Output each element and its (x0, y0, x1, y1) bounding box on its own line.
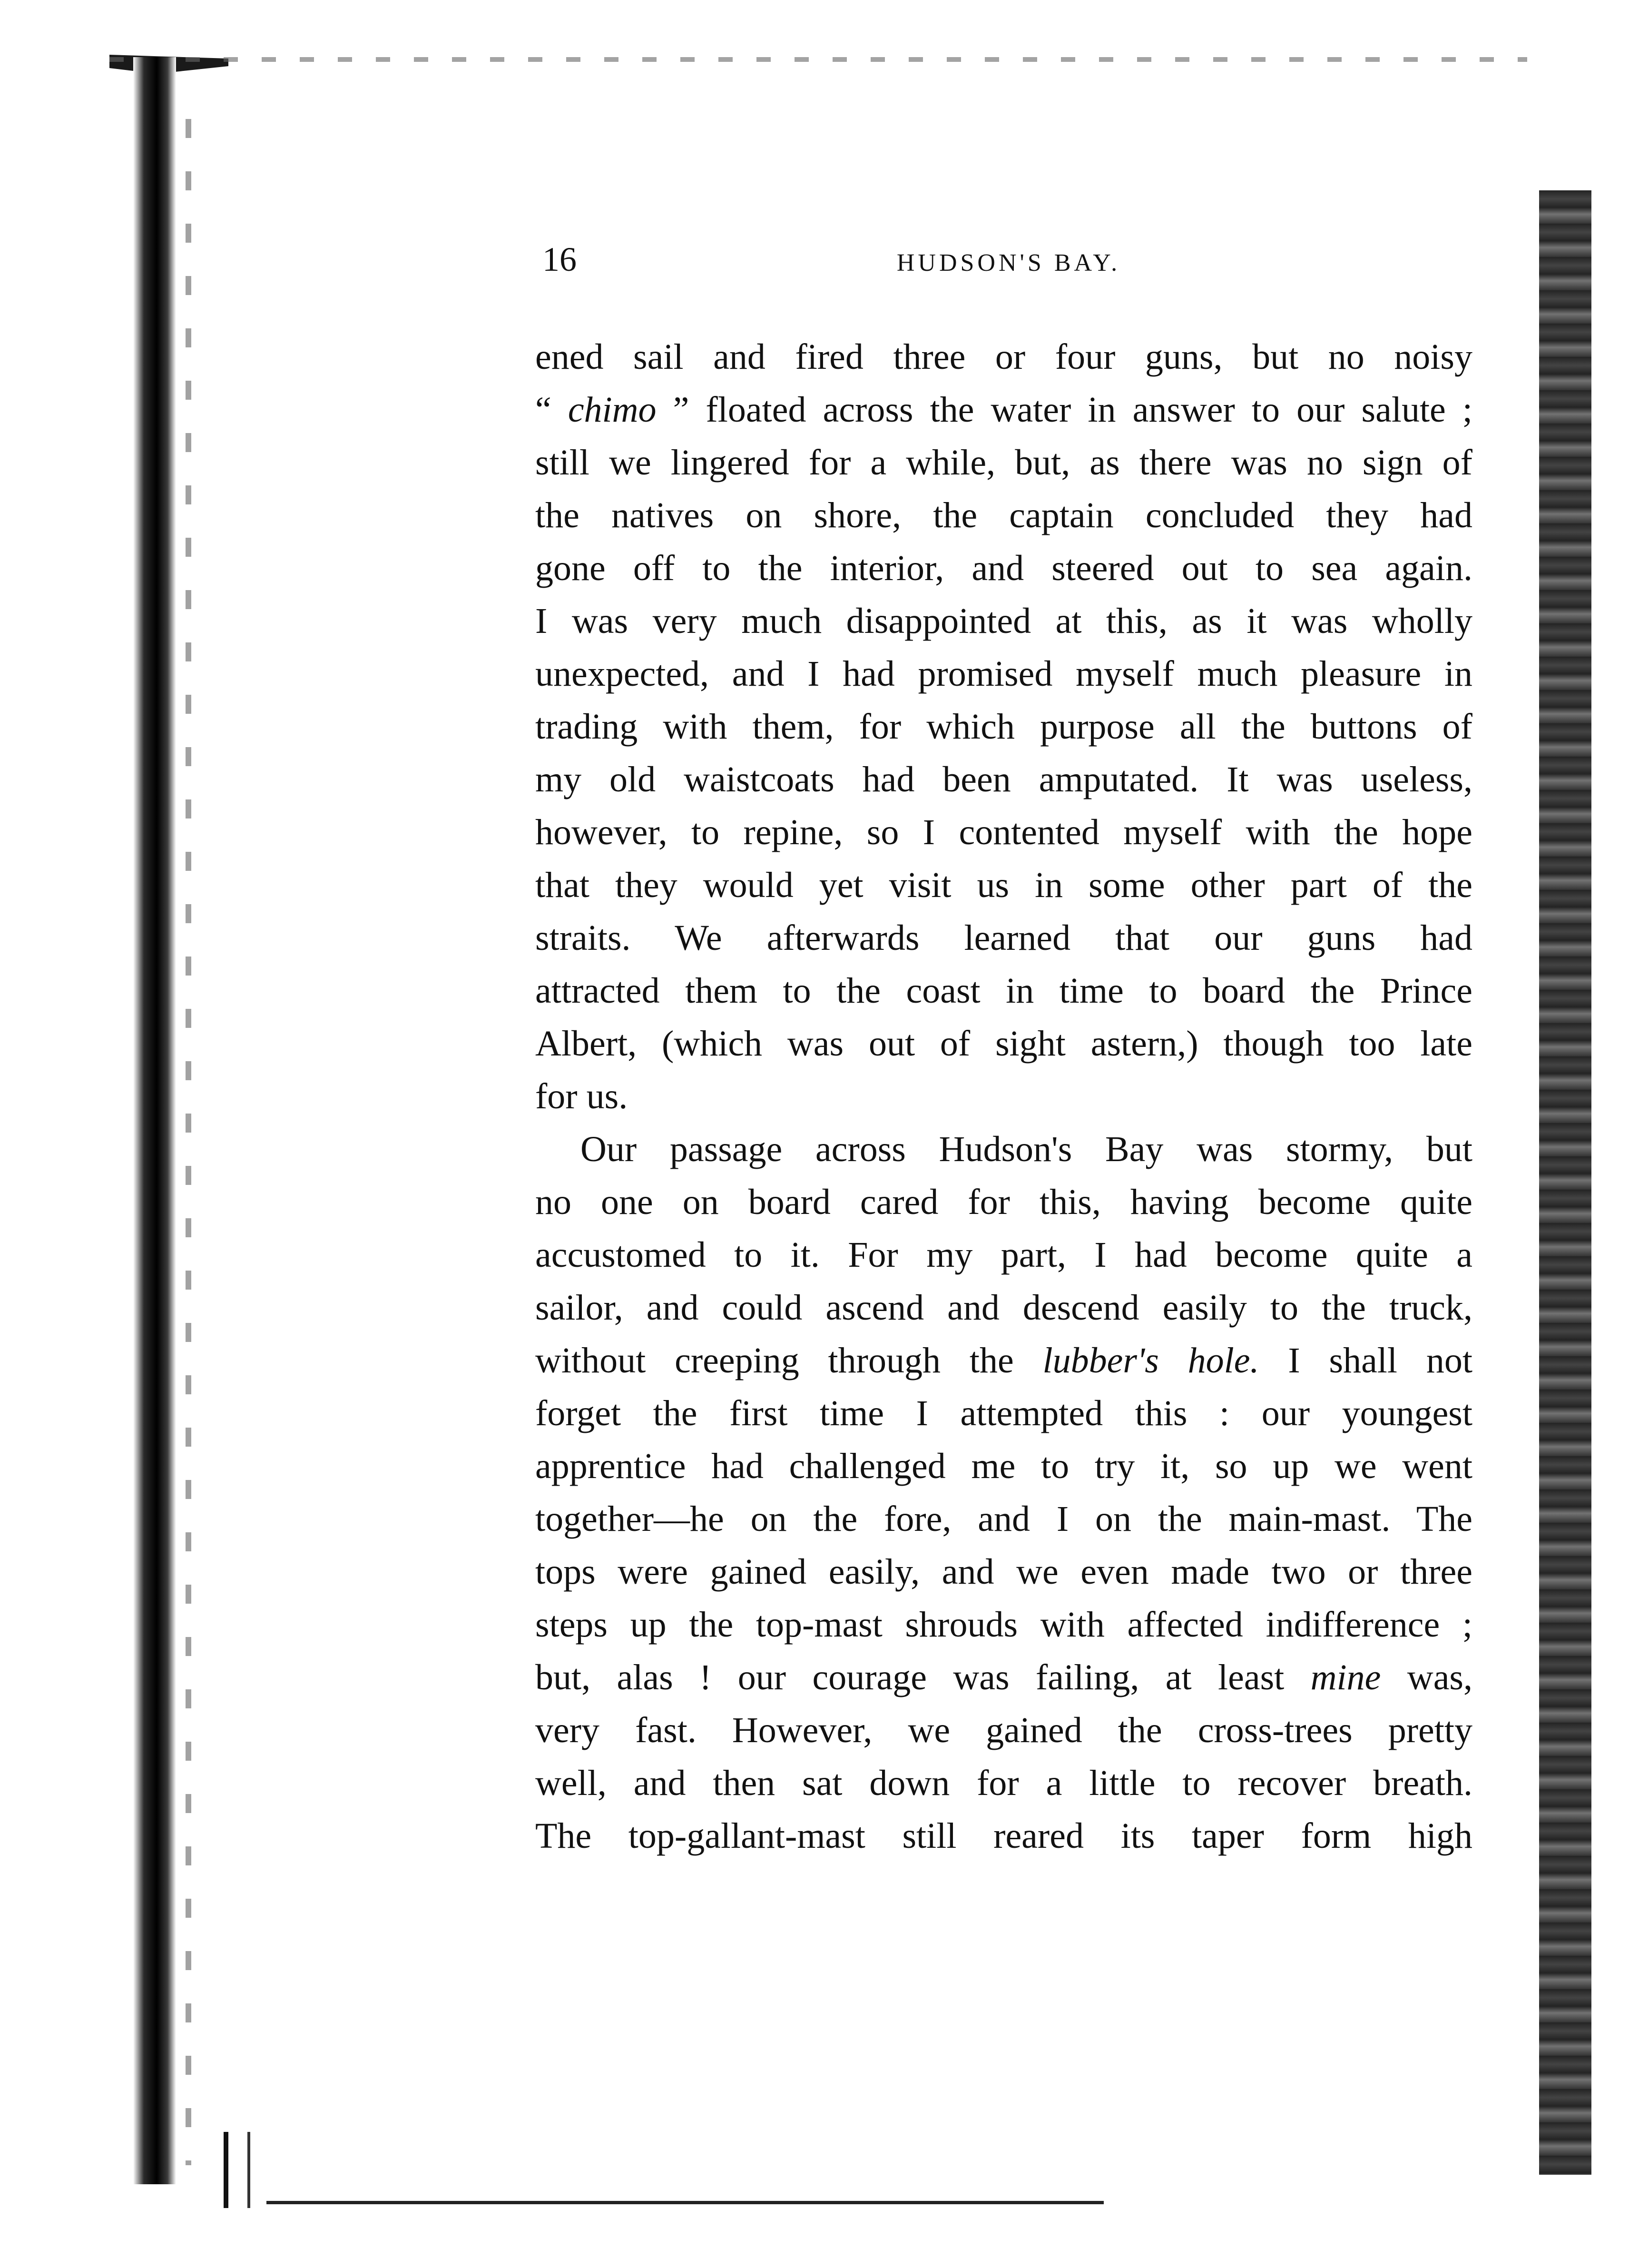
text-line (535, 1546, 1472, 1598)
binding-shadow-left (133, 57, 176, 2184)
text-run: Albert, (which was out of sight astern,) though too late (535, 1024, 1472, 1064)
italic-text: chimo (568, 390, 657, 430)
scan-top-edge (109, 57, 1527, 62)
text-line (535, 1387, 1472, 1440)
text-run: no one on board cared for this, having become quite (535, 1182, 1472, 1222)
text-line (535, 595, 1472, 648)
text-run: Our passage across Hudson's Bay was stormy, but (580, 1129, 1472, 1169)
page-header (542, 240, 1475, 278)
text-line (535, 489, 1472, 542)
text-line (535, 806, 1472, 859)
text-run: accustomed to it. For my part, I had become quite a (535, 1235, 1472, 1275)
text-line (535, 1123, 1472, 1176)
text-run: straits. We afterwards learned that our guns had (535, 918, 1472, 958)
text-line (535, 1757, 1472, 1810)
text-line (535, 542, 1472, 595)
text-run: ened sail and fired three or four guns, but no noisy (535, 337, 1472, 377)
text-run: “ (535, 390, 568, 430)
text-run: however, to repine, so I contented myself with the hope (535, 812, 1472, 852)
page-number: 16 (542, 240, 577, 278)
text-line (535, 859, 1472, 912)
scan-bottom-edge (266, 2201, 1104, 2204)
running-head: HUDSON'S BAY. (896, 249, 1121, 276)
text-run: my old waistcoats had been amputated. It was useless, (535, 759, 1472, 799)
text-line (535, 1176, 1472, 1229)
text-run: the natives on shore, the captain concluded they had (535, 495, 1472, 535)
text-run: well, and then sat down for a little to recover breath. (535, 1763, 1472, 1803)
text-line (535, 331, 1472, 384)
text-line (535, 753, 1472, 806)
text-run: but, alas ! our courage was failing, at least (535, 1657, 1311, 1697)
text-line (535, 1282, 1472, 1334)
page-edge-right (1539, 190, 1591, 2175)
text-run: for us. (535, 1076, 628, 1116)
text-run: The top-gallant-mast still reared its taper form high (535, 1816, 1472, 1856)
text-line (535, 1704, 1472, 1757)
text-line (535, 436, 1472, 489)
binding-marks-left (186, 119, 191, 2165)
text-run: gone off to the interior, and steered out to sea again. (535, 548, 1472, 588)
text-line (535, 1017, 1472, 1070)
text-run: still we lingered for a while, but, as there was no sign of (535, 443, 1472, 483)
text-line (535, 1598, 1472, 1651)
text-run: that they would yet visit us in some other part of the (535, 865, 1472, 905)
scan-marks-bottom-left (224, 2132, 250, 2208)
body-text (535, 331, 1472, 1863)
text-run: ” floated across the water in answer to our salute ; (656, 390, 1472, 430)
italic-text: lubber's hole. (1042, 1341, 1259, 1381)
text-run: together—he on the fore, and I on the main-mast. The (535, 1499, 1472, 1539)
text-line (535, 1493, 1472, 1546)
text-run: forget the first time I attempted this : our youngest (535, 1393, 1472, 1433)
text-run: I shall not (1259, 1341, 1472, 1381)
text-run: sailor, and could ascend and descend easily to the truck, (535, 1288, 1472, 1328)
text-line (535, 1440, 1472, 1493)
text-line (535, 1651, 1472, 1704)
text-line (535, 1334, 1472, 1387)
text-run: unexpected, and I had promised myself much pleasure in (535, 654, 1472, 694)
text-run: I was very much disappointed at this, as it was wholly (535, 601, 1472, 641)
text-line (535, 1810, 1472, 1863)
paragraph (535, 331, 1472, 1123)
text-run: steps up the top-mast shrouds with affected indifference ; (535, 1605, 1472, 1645)
text-line (535, 965, 1472, 1017)
text-run: trading with them, for which purpose all the buttons of (535, 707, 1472, 747)
text-run: apprentice had challenged me to try it, so up we went (535, 1446, 1472, 1486)
text-run: was, (1381, 1657, 1472, 1697)
text-line (535, 648, 1472, 700)
text-run: tops were gained easily, and we even made two or three (535, 1552, 1472, 1592)
text-line (535, 700, 1472, 753)
text-run: attracted them to the coast in time to board the Prince (535, 971, 1472, 1011)
text-run: very fast. However, we gained the cross-trees pretty (535, 1710, 1472, 1750)
paragraph (535, 1123, 1472, 1863)
italic-text: mine (1310, 1657, 1381, 1697)
text-line (535, 1070, 1472, 1123)
text-line (535, 1229, 1472, 1282)
text-run: without creeping through the (535, 1341, 1043, 1381)
text-line (535, 912, 1472, 965)
text-line (535, 384, 1472, 436)
